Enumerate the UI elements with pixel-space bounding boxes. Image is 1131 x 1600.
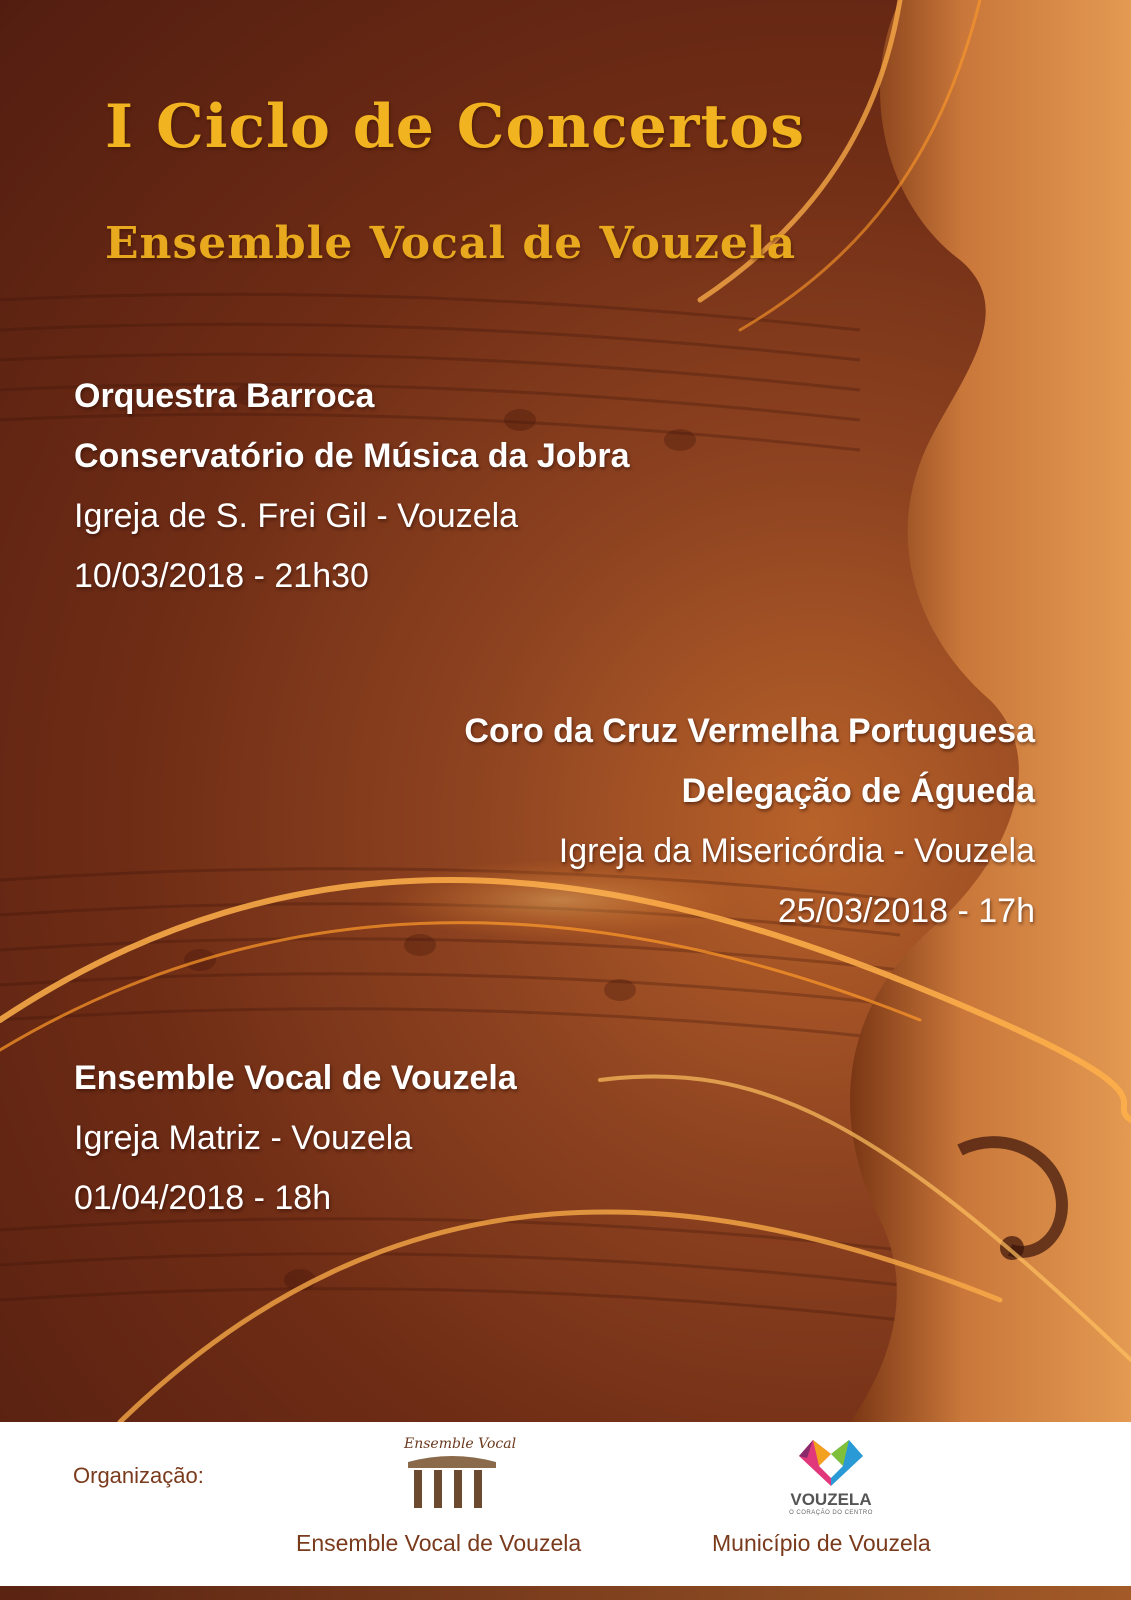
event-1-datetime: 10/03/2018 - 21h30 [74,557,369,595]
event-1-performer-detail: Conservatório de Música da Jobra [74,437,630,475]
municipio-caption: Município de Vouzela [712,1530,931,1556]
ensemble-columns-logo-icon [404,1452,500,1512]
concert-event-3 [74,1048,517,1228]
footer [0,1422,1131,1586]
event-2-datetime: 25/03/2018 - 17h [777,892,1035,930]
ensemble-logo [404,1436,517,1516]
organization-label: Organização: [73,1463,204,1488]
footer-strip [0,1586,1131,1600]
heart-logo-icon [793,1436,869,1488]
event-1-venue: Igreja de S. Frei Gil - Vouzela [74,497,519,535]
poster-title: I Ciclo de Concertos [105,92,805,162]
ensemble-logo-text: Ensemble Vocal [404,1436,517,1452]
event-3-venue: Igreja Matriz - Vouzela [74,1119,413,1157]
event-3-datetime: 01/04/2018 - 18h [74,1179,332,1217]
event-2-performer-detail: Delegação de Águeda [681,772,1035,810]
event-2-venue: Igreja da Misericórdia - Vouzela [558,832,1035,870]
concert-event-1 [74,366,630,606]
event-3-performer: Ensemble Vocal de Vouzela [74,1059,517,1097]
ensemble-caption: Ensemble Vocal de Vouzela [296,1530,582,1556]
vouzela-logo [776,1436,886,1516]
vouzela-logo-tagline: O CORAÇÃO DO CENTRO [789,1510,873,1516]
event-1-performer: Orquestra Barroca [74,377,375,415]
vouzela-logo-text: VOUZELA [790,1490,872,1509]
event-2-performer: Coro da Cruz Vermelha Portuguesa [464,712,1035,750]
concert-event-2 [464,701,1035,941]
poster-subtitle: Ensemble Vocal de Vouzela [105,218,797,269]
